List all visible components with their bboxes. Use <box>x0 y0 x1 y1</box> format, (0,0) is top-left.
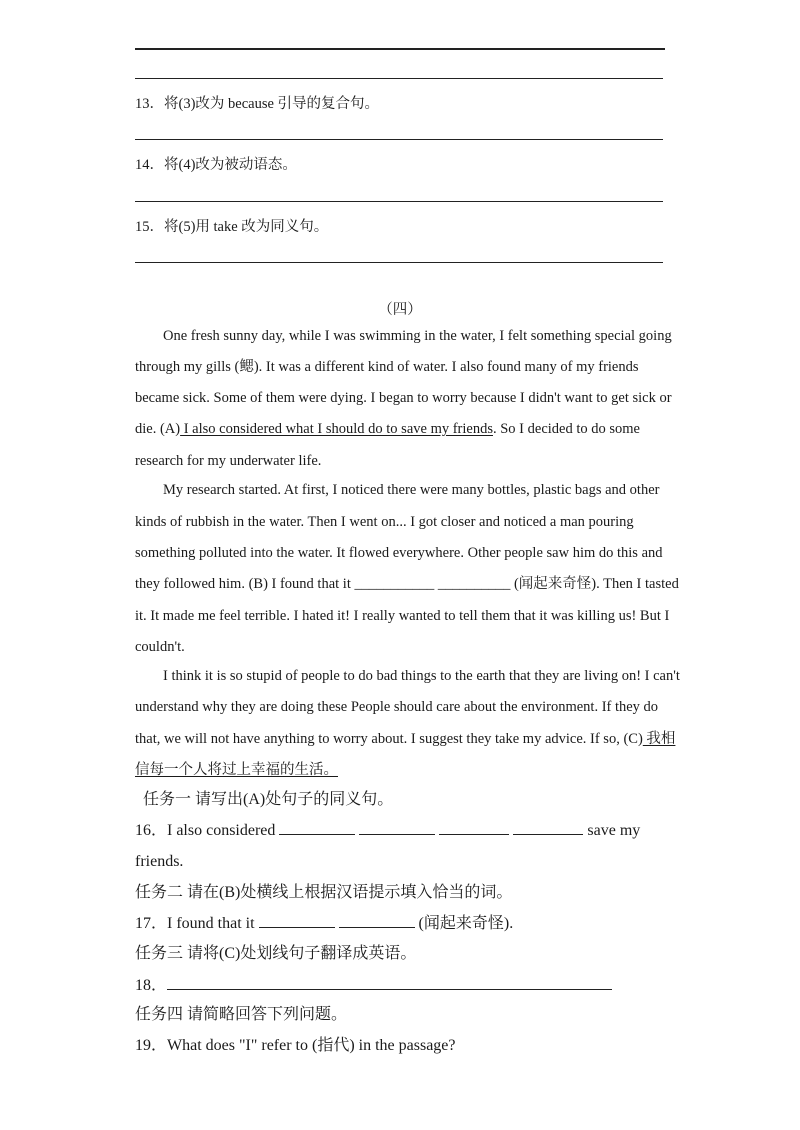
passage-line: became sick. Some of them were dying. I began to worry because I didn't want to get sick or <box>135 390 672 406</box>
question-17-tail: (闻起来奇怪). <box>418 915 514 932</box>
blank-17-2[interactable] <box>339 913 415 928</box>
task-2-heading: 任务二 请在(B)处横线上根据汉语提示填入恰当的词。 <box>135 884 513 901</box>
question-14: 14．将(4)改为被动语态。 <box>135 157 297 173</box>
question-16-line2: friends. <box>135 853 184 870</box>
passage-line: kinds of rubbish in the water. Then I went on... I got closer and noticed a man pouring <box>135 514 634 530</box>
question-15: 15．将(5)用 take 改为同义句。 <box>135 219 329 235</box>
question-16-tail: save my <box>587 822 641 839</box>
passage-line: understand why they are doing these People should care about the environment. If they do <box>135 699 659 715</box>
question-18 <box>135 975 612 996</box>
answer-line-12 <box>135 78 663 79</box>
passage-line <box>135 730 675 748</box>
passage-line: something polluted into the water. It flowed everywhere. Other people saw him do this and <box>135 545 663 561</box>
blank-17-1[interactable] <box>259 913 335 928</box>
task-1-heading: 任务一 请写出(A)处句子的同义句。 <box>143 791 394 808</box>
task-3-heading: 任务三 请将(C)处划线句子翻译成英语。 <box>135 945 417 962</box>
question-19: 19．What does "I" refer to (指代) in the passage? <box>135 1037 456 1054</box>
passage-line <box>135 761 338 779</box>
answer-line-18[interactable] <box>167 975 612 990</box>
passage-line: it. It made me feel terrible. I hated it! I really wanted to tell them that it was killing us! But I <box>135 608 670 624</box>
answer-line-15 <box>135 262 663 263</box>
passage-line <box>135 420 640 438</box>
passage-text: that, we will not have anything to worry about. I suggest they take my advice. If so, (C) <box>135 731 643 747</box>
passage-line: they followed him. (B) I found that it ___________ __________ (闻起来奇怪). Then I tasted <box>135 576 679 592</box>
passage-line: couldn't. <box>135 639 185 655</box>
question-16 <box>135 820 640 841</box>
passage-line: I think it is so stupid of people to do bad things to the earth that they are living on! I can't <box>163 668 680 684</box>
task-4-heading: 任务四 请简略回答下列问题。 <box>135 1006 348 1023</box>
blank-16-3[interactable] <box>439 820 509 835</box>
passage-text: . So I decided to do some <box>492 421 640 437</box>
question-17 <box>135 913 513 934</box>
blank-16-1[interactable] <box>279 820 355 835</box>
passage-line: research for my underwater life. <box>135 453 322 469</box>
question-18-number: 18． <box>135 977 168 994</box>
blank-16-2[interactable] <box>359 820 435 835</box>
sentence-a-underlined: I also considered what I should do to save my friends <box>180 421 493 437</box>
question-13: 13．将(3)改为 because 引导的复合句。 <box>135 96 380 112</box>
question-16-stem: 16．I also considered <box>135 822 276 839</box>
sentence-c-underlined: 我相 <box>642 731 676 747</box>
question-17-stem: 17．I found that it <box>135 915 255 932</box>
passage-line: My research started. At first, I noticed there were many bottles, plastic bags and other <box>163 482 660 498</box>
passage-line: through my gills (鳃). It was a different kind of water. I also found many of my friends <box>135 359 639 375</box>
blank-16-4[interactable] <box>513 820 583 835</box>
passage-line: One fresh sunny day, while I was swimming in the water, I felt something special going <box>163 328 672 344</box>
top-rule <box>135 48 665 50</box>
answer-line-13 <box>135 139 663 140</box>
sentence-c-underlined: 信每一个人将过上幸福的生活。 <box>135 762 338 778</box>
section-title: （四） <box>378 302 422 318</box>
sentence-a-label: die. (A) <box>135 421 181 437</box>
answer-line-14 <box>135 201 663 202</box>
